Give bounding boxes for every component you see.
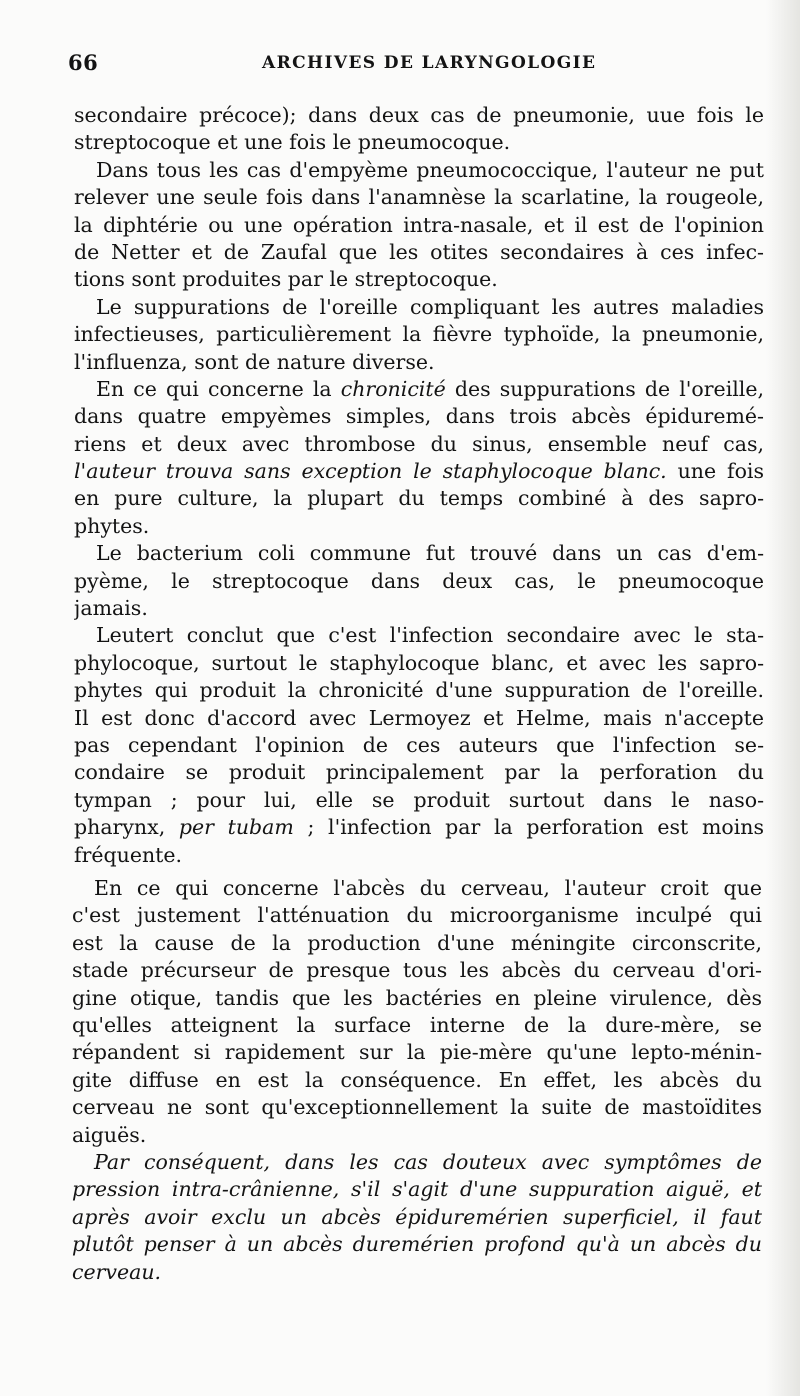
text-line: pyème, le streptocoque dans deux cas, le pneumocoque	[74, 568, 764, 593]
running-title: ARCHIVES DE LARYNGOLOGIE	[262, 53, 597, 73]
text-line: phytes.	[74, 513, 150, 538]
text-line	[74, 376, 764, 403]
text-line	[74, 458, 764, 485]
italic-line: plutôt penser à un abcès duremérien profond qu'à un abcès du	[72, 1232, 762, 1257]
body-text-upper	[74, 102, 764, 869]
italic-text: chronicité	[340, 376, 446, 401]
text-run: ; l'infection par la perforation est moins	[293, 815, 764, 840]
body-text-italic-conclusion	[72, 1149, 762, 1286]
italic-text: l'auteur trouva sans exception le staphylocoque blanc.	[74, 459, 667, 484]
italic-line: Par conséquent, dans les cas douteux avec symptômes de	[94, 1150, 762, 1174]
text-line: relever une seule fois dans l'anamnèse la scarlatine, la rougeole,	[74, 185, 764, 210]
italic-text: per tubam	[178, 815, 294, 840]
body-text-lower	[72, 875, 762, 1149]
text-line: secondaire précoce); dans deux cas de pneumonie, uue fois le	[74, 103, 764, 127]
text-line: Dans tous les cas d'empyème pneumococcique, l'auteur ne put	[96, 157, 764, 182]
text-line: riens et deux avec thrombose du sinus, ensemble neuf cas,	[74, 431, 764, 456]
text-line: En ce qui concerne l'abcès du cerveau, l'auteur croit que	[94, 876, 762, 900]
text-line: gine otique, tandis que les bactéries en pleine virulence, dès	[72, 985, 762, 1010]
text-line: répandent si rapidement sur la pie-mère qu'une lepto-ménin-	[72, 1040, 762, 1065]
italic-line: après avoir exclu un abcès épiduremérien superficiel, il faut	[72, 1204, 762, 1229]
text-line: aiguës.	[72, 1122, 147, 1147]
text-line: stade précurseur de presque tous les abcès du cerveau d'ori-	[72, 958, 762, 983]
page-header	[68, 50, 768, 80]
text-line: Leutert conclut que c'est l'infection secondaire avec le sta-	[96, 623, 764, 648]
page-number: 66	[68, 50, 99, 75]
italic-line: pression intra-crânienne, s'il s'agit d'une suppuration aiguë, et	[72, 1177, 762, 1202]
text-run: En ce qui concerne la	[96, 376, 341, 401]
text-line: en pure culture, la plupart du temps combiné à des sapro-	[74, 486, 764, 511]
text-line: phytes qui produit la chronicité d'une suppuration de l'oreille.	[74, 678, 764, 703]
text-line: cerveau ne sont qu'exceptionnellement la suite de mastoïdites	[72, 1095, 762, 1120]
text-line: c'est justement l'atténuation du microorganisme inculpé qui	[72, 903, 762, 928]
text-run: pharynx,	[74, 815, 179, 840]
text-line: qu'elles atteignent la surface interne de la dure-mère, se	[72, 1012, 762, 1037]
text-line: Le bacterium coli commune fut trouvé dans un cas d'em-	[96, 541, 764, 566]
text-line: gite diffuse en est la conséquence. En effet, les abcès du	[72, 1067, 762, 1092]
page-edge-shadow	[766, 0, 800, 1396]
text-line: dans quatre empyèmes simples, dans trois abcès épiduremé-	[74, 404, 764, 429]
italic-line: cerveau.	[72, 1259, 162, 1284]
text-line: fréquente.	[74, 842, 183, 867]
text-line: tympan ; pour lui, elle se produit surtout dans le naso-	[74, 787, 764, 812]
text-line: pas cependant l'opinion de ces auteurs que l'infection se-	[74, 732, 764, 757]
text-line: tions sont produites par le streptocoque.	[74, 267, 498, 292]
text-line: phylocoque, surtout le staphylocoque blanc, et avec les sapro-	[74, 650, 764, 675]
text-line: la diphtérie ou une opération intra-nasale, et il est de l'opinion	[74, 212, 764, 237]
text-line: streptocoque et une fois le pneumocoque.	[74, 130, 511, 155]
text-run: une fois	[666, 459, 764, 484]
text-line: infectieuses, particulièrement la fièvre typhoïde, la pneumonie,	[74, 322, 764, 347]
text-line: jamais.	[74, 596, 148, 621]
text-line: est la cause de la production d'une méningite circonscrite,	[72, 930, 762, 955]
text-line: de Netter et de Zaufal que les otites secondaires à ces infec-	[74, 239, 764, 264]
text-run: des suppurations de l'oreille,	[445, 376, 764, 401]
text-line	[74, 814, 764, 841]
text-line: l'influenza, sont de nature diverse.	[74, 349, 435, 374]
text-line: condaire se produit principalement par la perforation du	[74, 760, 764, 785]
text-line: Il est donc d'accord avec Lermoyez et Helme, mais n'accepte	[74, 705, 764, 730]
text-line: Le suppurations de l'oreille compliquant les autres maladies	[96, 294, 764, 319]
